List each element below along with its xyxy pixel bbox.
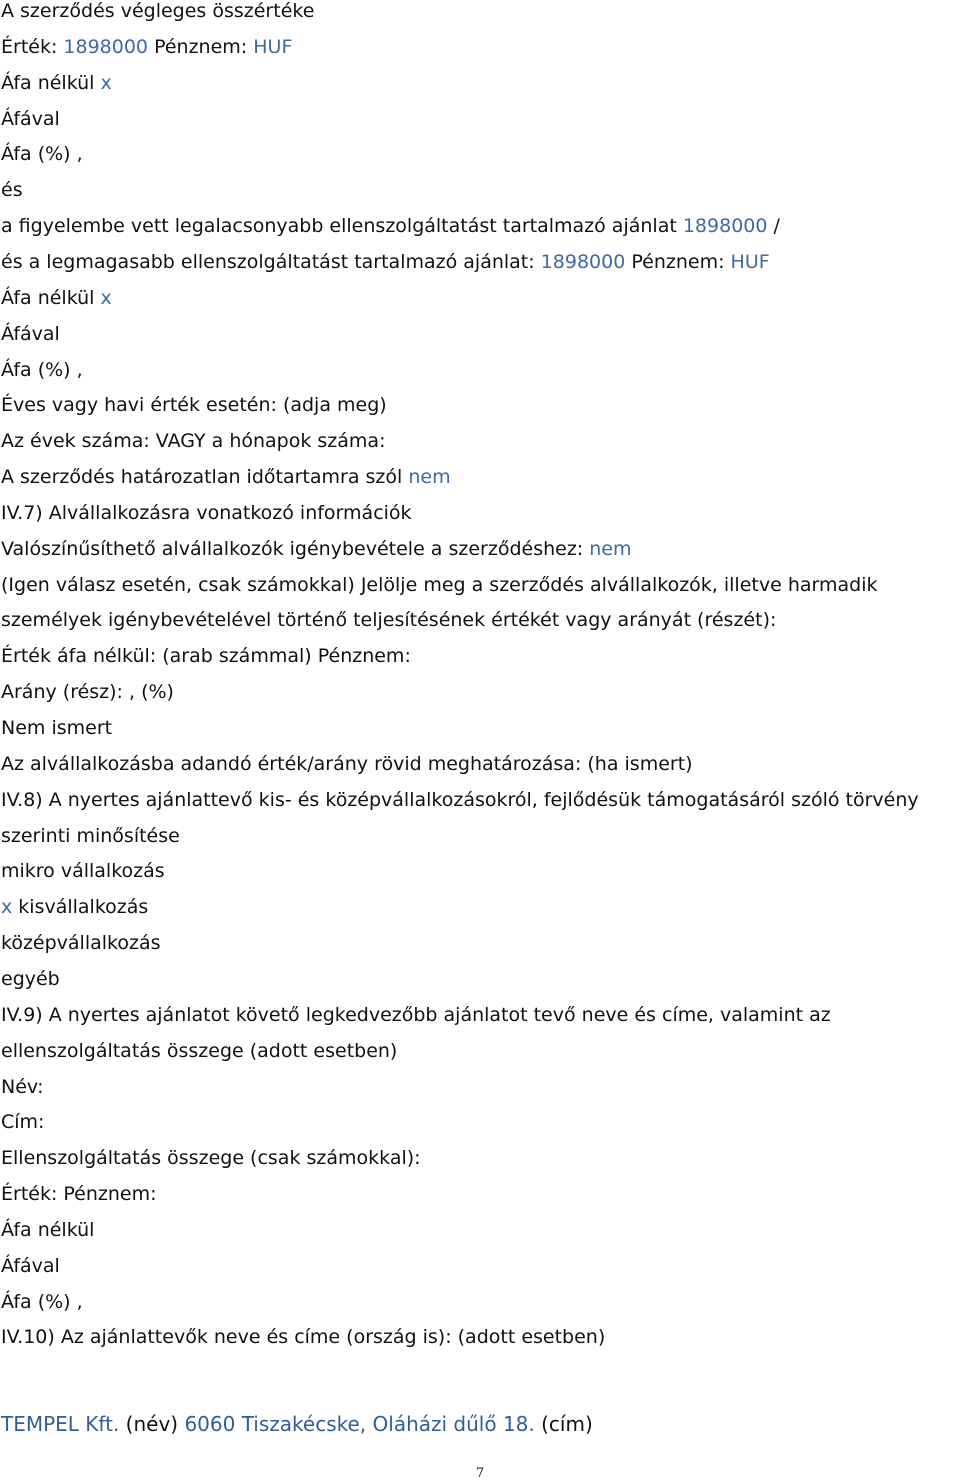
text-line [1, 788, 919, 812]
text-line [1, 0, 314, 23]
field-label: A szerződés végleges összértéke [1, 0, 315, 22]
text-line-content [1, 1003, 831, 1027]
field-label: Áfa nélkül [1, 1218, 95, 1241]
text-line-content [1, 393, 387, 417]
text-line [1, 178, 23, 202]
text-line-content [1, 859, 165, 883]
text-line-content [1, 178, 23, 202]
field-value: nem [589, 537, 632, 560]
field-label: IV.7) Alvállalkozásra vonatkozó információk [1, 501, 412, 524]
field-label: IV.9) A nyertes ajánlatot követő legkedvezőbb ajánlatot tevő neve és címe, valamint az [1, 1003, 831, 1026]
text-line-content [1, 1218, 94, 1242]
text-line-content [1, 1075, 44, 1099]
text-line-content [1, 716, 112, 740]
text-line [1, 465, 451, 489]
field-label: Valószínűsíthető alvállalkozók igénybevétele a szerződéshez: [1, 537, 590, 560]
text-line [1, 393, 387, 417]
field-label: Érték: Pénznem: [1, 1183, 157, 1206]
text-line-content [1, 752, 693, 776]
text-line-content [1, 35, 292, 59]
text-line [1, 1146, 421, 1170]
field-label: és a legmagasabb ellenszolgáltatást tartalmazó ajánlat: [1, 250, 541, 273]
field-label: Áfával [1, 322, 60, 345]
text-line-content [1, 250, 770, 274]
field-label: Áfa nélkül [1, 71, 101, 94]
text-line [1, 644, 411, 668]
winner-info-line [1, 1411, 593, 1437]
field-label: IV.10) Az ajánlattevők neve és címe (ország is): (adott esetben) [1, 1326, 606, 1349]
text-line-content [1, 573, 877, 597]
text-line [1, 358, 83, 382]
field-label: Pénznem: [625, 250, 731, 273]
field-label: Cím: [1, 1111, 45, 1134]
field-label: ellenszolgáltatás összege (adott esetben) [1, 1039, 398, 1062]
text-line [1, 322, 60, 346]
field-value: nem [408, 466, 451, 489]
text-line [1, 1254, 60, 1278]
field-label: / [767, 215, 780, 238]
field-value: HUF [730, 250, 770, 273]
text-line-content [1, 608, 776, 632]
text-line-content [1, 537, 632, 561]
text-line [1, 824, 180, 848]
text-line [1, 142, 83, 166]
field-label: Éves vagy havi érték esetén: (adja meg) [1, 394, 387, 417]
text-line-content [1, 107, 60, 131]
field-value: 1898000 [63, 35, 149, 58]
field-value: HUF [253, 35, 293, 58]
field-label: IV.8) A nyertes ajánlattevő kis- és középvállalkozásokról, fejlődésük támogatásáról szóló törvény [1, 788, 919, 811]
text-line [1, 537, 632, 561]
field-label: Az évek száma: VAGY a hónapok száma: [1, 430, 386, 453]
text-line [1, 1003, 831, 1027]
text-line-content [1, 1039, 397, 1063]
text-line-content [1, 0, 314, 23]
text-line [1, 501, 412, 525]
field-label: Név: [1, 1075, 44, 1098]
text-line [1, 1182, 157, 1206]
field-value: 1898000 [682, 215, 768, 238]
text-line [1, 107, 60, 131]
address-label: (cím) [534, 1412, 593, 1436]
text-line [1, 752, 693, 776]
text-line-content [1, 501, 412, 525]
field-value: x [1, 896, 13, 919]
text-line-content [1, 895, 148, 919]
text-line [1, 1325, 605, 1349]
field-label: Arány (rész): , (%) [1, 681, 174, 704]
text-line [1, 1290, 83, 1314]
field-label: Nem ismert [1, 717, 113, 739]
field-label: személyek igénybevételével történő teljesítésének értékét vagy arányát (részét): [1, 609, 777, 632]
company-name: TEMPEL Kft. [1, 1412, 120, 1436]
text-line-content [1, 429, 385, 453]
text-line [1, 1218, 94, 1242]
field-label: egyéb [1, 967, 60, 990]
text-line-content [1, 1182, 157, 1206]
text-line-content [1, 824, 180, 848]
field-label: szerinti minősítése [1, 824, 180, 847]
name-label: (név) [119, 1412, 185, 1436]
company-address: 6060 Tiszakécske, Oláházi dűlő 18. [184, 1412, 535, 1436]
text-line [1, 895, 148, 919]
text-line [1, 286, 112, 310]
field-label: Érték áfa nélkül: (arab számmal) Pénznem: [1, 645, 411, 668]
text-line-content [1, 788, 919, 812]
text-line-content [1, 931, 161, 955]
field-label: Az alvállalkozásba adandó érték/arány rövid meghatározása: (ha ismert) [1, 752, 693, 775]
text-line-content [1, 967, 60, 991]
text-line [1, 214, 780, 238]
field-label: Érték: [1, 35, 64, 58]
field-label: kisvállalkozás [12, 896, 149, 919]
text-line [1, 1110, 44, 1134]
field-label: Áfával [1, 1254, 60, 1277]
field-label: középvállalkozás [1, 932, 161, 955]
text-line-content [1, 1146, 421, 1170]
text-line [1, 250, 770, 274]
text-line-content [1, 214, 780, 238]
text-line [1, 573, 877, 597]
field-label: Pénznem: [148, 35, 254, 58]
field-label: és [1, 179, 23, 202]
text-line [1, 859, 165, 883]
text-line-content [1, 286, 112, 310]
field-value: 1898000 [540, 250, 626, 273]
text-line [1, 680, 174, 704]
text-line [1, 716, 112, 740]
text-line-content [1, 322, 60, 346]
text-line [1, 608, 776, 632]
text-line-content [1, 142, 83, 166]
text-line [1, 967, 60, 991]
field-label: (Igen válasz esetén, csak számokkal) Jelölje meg a szerződés alvállalkozók, illetve harmadik [1, 573, 878, 596]
text-line-content [1, 465, 451, 489]
field-label: Áfa (%) , [1, 358, 83, 381]
text-line-content [1, 1290, 83, 1314]
field-label: Áfával [1, 107, 60, 130]
text-line [1, 931, 161, 955]
field-label: a figyelembe vett legalacsonyabb ellenszolgáltatást tartalmazó ajánlat [1, 215, 683, 238]
text-line [1, 35, 292, 59]
field-value: x [100, 71, 112, 94]
field-label: Áfa (%) , [1, 143, 83, 166]
field-label: Áfa nélkül [1, 286, 101, 309]
text-line [1, 71, 112, 95]
field-value: x [100, 286, 112, 309]
text-line [1, 429, 385, 453]
text-line-content [1, 358, 83, 382]
text-line [1, 1039, 397, 1063]
field-label: mikro vállalkozás [1, 860, 165, 883]
text-line-content [1, 1254, 60, 1278]
text-line-content [1, 680, 174, 704]
field-label: Áfa (%) , [1, 1290, 83, 1313]
text-line-content [1, 1110, 44, 1134]
text-line-content [1, 1325, 605, 1349]
field-label: A szerződés határozatlan időtartamra szól [1, 466, 409, 489]
text-line-content [1, 71, 112, 95]
text-line [1, 1075, 44, 1099]
field-label: Ellenszolgáltatás összege (csak számokkal): [1, 1147, 421, 1170]
page-number: 7 [475, 1466, 485, 1481]
text-line-content [1, 644, 411, 668]
